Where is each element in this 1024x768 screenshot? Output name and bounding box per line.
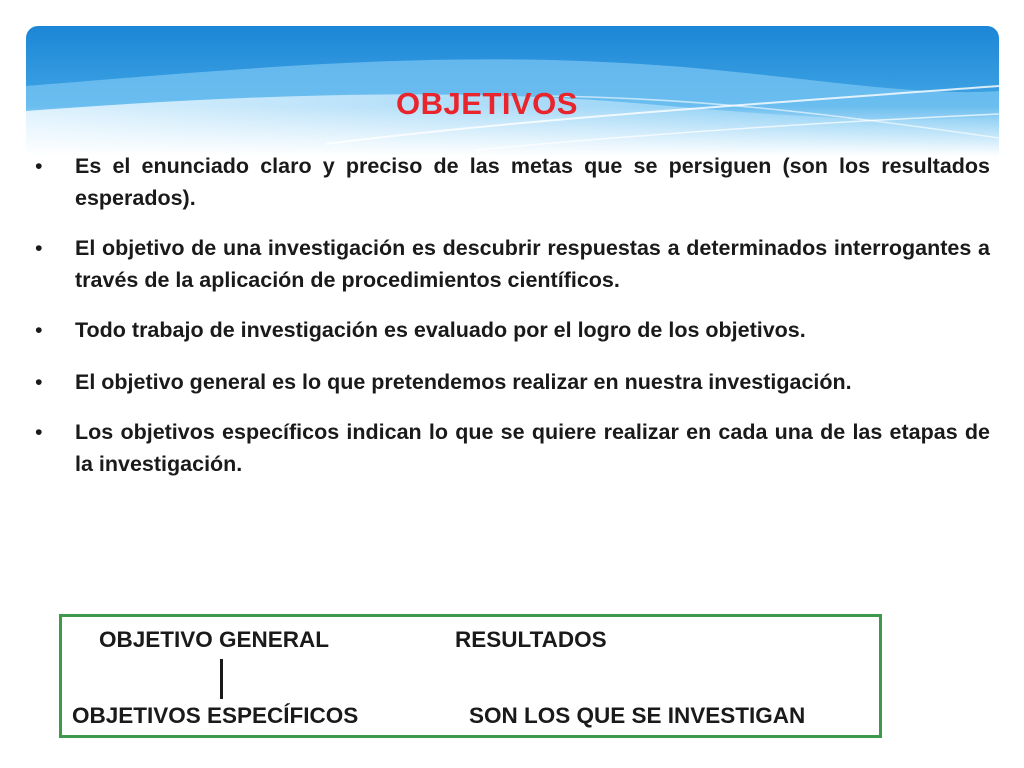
bullet-item: [30, 416, 990, 480]
bullet-item: [30, 232, 990, 296]
slide-title-wrapper: [0, 86, 1024, 122]
bullet-item: [30, 150, 990, 214]
bullet-icon: •: [35, 154, 43, 178]
bullet-item: [30, 366, 990, 398]
bullet-text: El objetivo general es lo que pretendemos realizar en nuestra investigación.: [75, 370, 852, 394]
bullet-text: Todo trabajo de investigación es evaluado por el logro de los objetivos.: [75, 318, 806, 342]
objetivos-especificos-label: OBJETIVOS ESPECÍFICOS: [72, 703, 359, 728]
bullet-text: Es el enunciado claro y preciso de las metas que se persiguen (son los resultados esperados).: [75, 154, 990, 210]
bullet-icon: •: [35, 370, 43, 394]
slide-title: OBJETIVOS: [396, 86, 578, 121]
connector-line: [220, 659, 223, 699]
bullet-icon: •: [35, 318, 43, 342]
resultados-label: RESULTADOS: [455, 627, 607, 652]
bullet-list: [30, 150, 990, 498]
objetivo-general-label: OBJETIVO GENERAL: [99, 627, 330, 652]
bullet-icon: •: [35, 420, 43, 444]
bullet-icon: •: [35, 236, 43, 260]
bullet-text: El objetivo de una investigación es descubrir respuestas a determinados interrogantes a través de la aplicación de procedimientos científicos.: [75, 236, 990, 292]
bullet-item: [30, 314, 990, 346]
objectives-summary-box: [59, 614, 882, 738]
son-los-que-se-investigan-label: SON LOS QUE SE INVESTIGAN: [469, 703, 806, 728]
bullet-text: Los objetivos específicos indican lo que se quiere realizar en cada una de las etapas de la investigación.: [75, 420, 990, 476]
